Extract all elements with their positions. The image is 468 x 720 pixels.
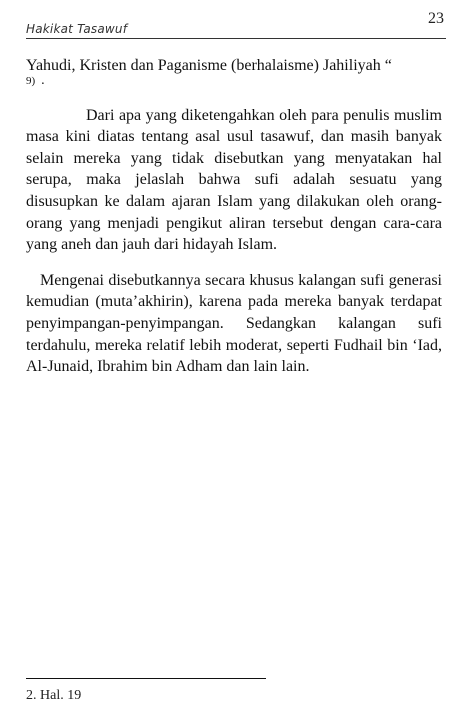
paragraph-2: Mengenai disebutkannya secara khusus kalangan sufi generasi kemudian (muta’akhirin), karena pada mereka banyak terdapat penyimpangan-penyimpangan. Sedangkan kalangan sufi terdahulu, mereka relatif lebih moderat, seperti Fudhail bin ‘Iad, Al-Junaid, Ibrahim bin Adham dan lain lain. xyxy=(26,271,442,376)
footnote-text: 2. Hal. 19 xyxy=(26,688,82,703)
page-number: 23 xyxy=(428,10,444,27)
sentence-period: . xyxy=(41,72,45,88)
paragraph-continuation xyxy=(26,55,442,77)
paragraph-continuation-text: Yahudi, Kristen dan Paganisme (berhalaisme) Jahiliyah “ xyxy=(26,57,392,74)
paragraph-1: Dari apa yang diketengahkan oleh para penulis muslim masa kini diatas tentang asal usul tasawuf, dan masih banyak selain mereka yang tidak disebutkan yang menyatakan hal serupa, maka jelaslah bahwa sufi adalah sesuatu yang disusupkan ke dalam ajaran Islam yang dilakukan oleh orang-orang yang menjadi pengikut aliran tersebut dengan cara-cara yang aneh dan jauh dari hidayah Islam. xyxy=(26,106,442,254)
footnote-reference: 9) xyxy=(26,74,36,87)
page-header xyxy=(26,10,446,40)
running-title: Hakikat Tasawuf xyxy=(26,22,128,36)
page-body xyxy=(26,55,442,378)
footnote-rule xyxy=(26,678,266,679)
header-rule xyxy=(26,38,446,39)
